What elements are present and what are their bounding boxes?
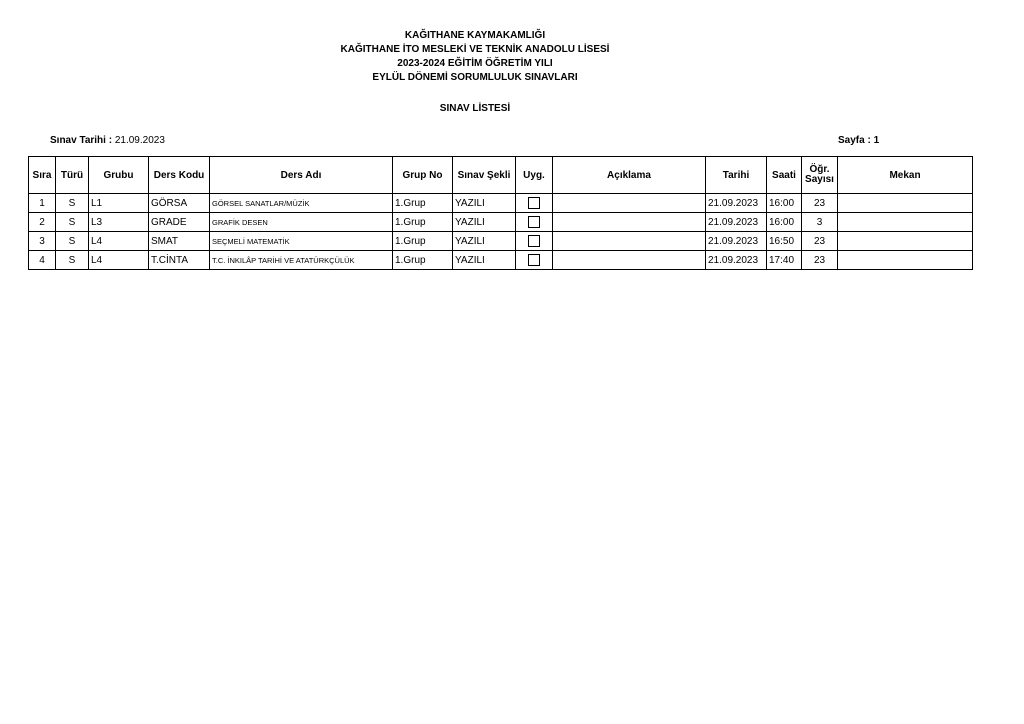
uyg-checkbox[interactable] [528, 216, 540, 228]
exam-date [50, 135, 165, 146]
cell-ders-adi: GRAFİK DESEN [210, 213, 393, 232]
exam-date-value: 21.09.2023 [114, 135, 165, 146]
col-header-ders-adi: Ders Adı [210, 157, 393, 194]
cell-aciklama [553, 232, 706, 251]
col-header-sira: Sıra [29, 157, 56, 194]
cell-mekan [838, 251, 973, 270]
cell-ders-kodu: GÖRSA [149, 194, 210, 213]
table-row [29, 194, 973, 213]
cell-ders-adi: GÖRSEL SANATLAR/MÜZİK [210, 194, 393, 213]
cell-mekan [838, 213, 973, 232]
col-header-grup-no: Grup No [393, 157, 453, 194]
cell-aciklama [553, 251, 706, 270]
cell-grup-no: 1.Grup [393, 194, 453, 213]
cell-sinav-sekli: YAZILI [453, 251, 516, 270]
col-header-aciklama: Açıklama [553, 157, 706, 194]
cell-uyg [516, 232, 553, 251]
cell-ders-adi: T.C. İNKILÂP TARİHİ VE ATATÜRKÇÜLÜK [210, 251, 393, 270]
cell-uyg [516, 213, 553, 232]
cell-turu: S [56, 194, 89, 213]
table-header-row [29, 157, 973, 194]
cell-saati: 16:50 [767, 232, 802, 251]
cell-ders-adi: SEÇMELİ MATEMATİK [210, 232, 393, 251]
cell-ders-kodu: T.CİNTA [149, 251, 210, 270]
cell-sira: 1 [29, 194, 56, 213]
cell-grubu: L4 [89, 232, 149, 251]
cell-sira: 3 [29, 232, 56, 251]
cell-aciklama [553, 194, 706, 213]
col-header-uyg: Uyg. [516, 157, 553, 194]
document-header [0, 29, 950, 85]
cell-uyg [516, 251, 553, 270]
uyg-checkbox[interactable] [528, 254, 540, 266]
cell-grup-no: 1.Grup [393, 232, 453, 251]
cell-saati: 16:00 [767, 213, 802, 232]
col-header-ogr-sayisi [802, 157, 838, 194]
col-header-ogr-line2: Sayısı [805, 174, 834, 185]
col-header-sinav-sekli: Sınav Şekli [453, 157, 516, 194]
cell-tarihi: 21.09.2023 [706, 251, 767, 270]
col-header-tarihi: Tarihi [706, 157, 767, 194]
cell-turu: S [56, 213, 89, 232]
table-row [29, 232, 973, 251]
list-title: SINAV LİSTESİ [439, 103, 511, 114]
col-header-mekan: Mekan [838, 157, 973, 194]
header-line: 2023-2024 EĞİTİM ÖĞRETİM YILI [397, 58, 553, 69]
cell-tarihi: 21.09.2023 [706, 213, 767, 232]
cell-ders-kodu: SMAT [149, 232, 210, 251]
cell-grubu: L3 [89, 213, 149, 232]
col-header-ogr-line1: Öğr. [809, 164, 830, 175]
cell-turu: S [56, 251, 89, 270]
cell-ogr-sayisi: 23 [802, 232, 838, 251]
exam-date-label: Sınav Tarihi : [50, 135, 113, 146]
cell-tarihi: 21.09.2023 [706, 232, 767, 251]
cell-sira: 2 [29, 213, 56, 232]
table-row [29, 213, 973, 232]
cell-sinav-sekli: YAZILI [453, 194, 516, 213]
cell-uyg [516, 194, 553, 213]
cell-grup-no: 1.Grup [393, 213, 453, 232]
header-line: KAĞITHANE İTO MESLEKİ VE TEKNİK ANADOLU LİSESİ [340, 44, 610, 55]
header-line: EYLÜL DÖNEMİ SORUMLULUK SINAVLARI [372, 72, 578, 83]
cell-sinav-sekli: YAZILI [453, 213, 516, 232]
cell-sira: 4 [29, 251, 56, 270]
cell-aciklama [553, 213, 706, 232]
page-number: Sayfa : 1 [838, 135, 880, 146]
col-header-saati: Saati [767, 157, 802, 194]
cell-sinav-sekli: YAZILI [453, 232, 516, 251]
col-header-grubu: Grubu [89, 157, 149, 194]
exam-table [28, 156, 973, 270]
cell-grubu: L4 [89, 251, 149, 270]
cell-ogr-sayisi: 23 [802, 251, 838, 270]
col-header-turu: Türü [56, 157, 89, 194]
uyg-checkbox[interactable] [528, 197, 540, 209]
cell-saati: 17:40 [767, 251, 802, 270]
header-line: KAĞITHANE KAYMAKAMLIĞI [404, 30, 546, 41]
cell-mekan [838, 194, 973, 213]
cell-ders-kodu: GRADE [149, 213, 210, 232]
cell-turu: S [56, 232, 89, 251]
cell-tarihi: 21.09.2023 [706, 194, 767, 213]
table-row [29, 251, 973, 270]
cell-ogr-sayisi: 23 [802, 194, 838, 213]
uyg-checkbox[interactable] [528, 235, 540, 247]
cell-ogr-sayisi: 3 [802, 213, 838, 232]
col-header-ders-kodu: Ders Kodu [149, 157, 210, 194]
cell-grubu: L1 [89, 194, 149, 213]
cell-saati: 16:00 [767, 194, 802, 213]
cell-mekan [838, 232, 973, 251]
cell-grup-no: 1.Grup [393, 251, 453, 270]
